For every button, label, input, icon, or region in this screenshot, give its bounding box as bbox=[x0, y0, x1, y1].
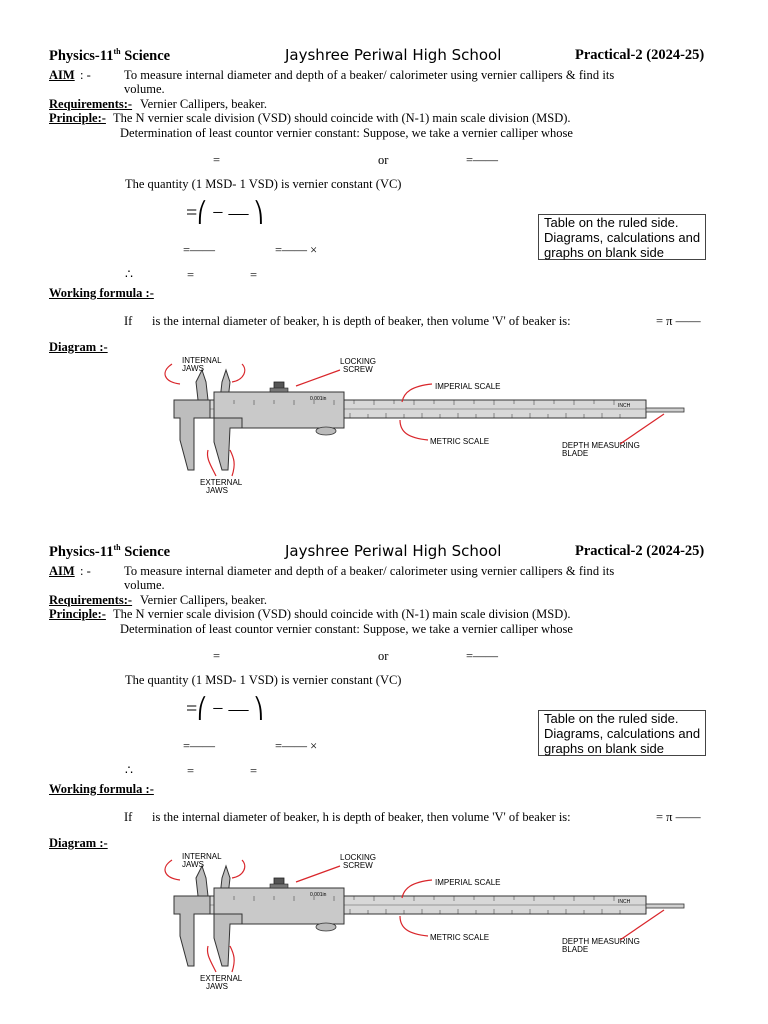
inch-label: INCH bbox=[618, 403, 631, 409]
imperial-scale-label: IMPERIAL SCALE bbox=[435, 878, 501, 887]
school-name: Jayshree Periwal High School bbox=[285, 46, 502, 64]
aim-label: AIM bbox=[49, 68, 75, 82]
metric-scale-label: METRIC SCALE bbox=[430, 437, 490, 446]
internal-jaws-label: INTERNAL JAWS bbox=[182, 852, 222, 869]
internal-jaw-fixed bbox=[196, 370, 208, 400]
working-if: If bbox=[124, 314, 133, 328]
equation-short-fraction: =—— bbox=[183, 243, 216, 257]
worksheet-bottom bbox=[0, 496, 768, 996]
equation-times: =—— × bbox=[275, 739, 318, 753]
principle-text-line2: Determination of least countor vernier constant: Suppose, we take a vernier calliper whose bbox=[120, 126, 573, 140]
equation-bracket: =⎛ − — ⎞ bbox=[186, 698, 264, 720]
external-jaws-label: EXTERNAL JAWS bbox=[200, 974, 243, 991]
moving-external-jaw bbox=[214, 914, 242, 966]
therefore-symbol: ∴ bbox=[125, 763, 133, 777]
diagram-label: Diagram :- bbox=[49, 340, 108, 354]
thumb-wheel bbox=[316, 427, 336, 435]
working-formula-label: Working formula :- bbox=[49, 782, 154, 796]
depth-blade-bar bbox=[646, 904, 684, 908]
metric-scale-label: METRIC SCALE bbox=[430, 933, 490, 942]
working-formula-label: Working formula :- bbox=[49, 286, 154, 300]
therefore-equals-2: = bbox=[250, 268, 258, 282]
equation-equals-1: = bbox=[213, 649, 221, 663]
aim-text-line1: To measure internal diameter and depth of a beaker/ calorimeter using vernier callipers & find its bbox=[124, 68, 615, 82]
school-name: Jayshree Periwal High School bbox=[285, 542, 502, 560]
principle-text-line1: The N vernier scale division (VSD) should coincide with (N-1) main scale division (MSD). bbox=[113, 111, 571, 125]
vernier-constant-text: The quantity (1 MSD- 1 VSD) is vernier constant (VC) bbox=[125, 177, 402, 191]
equation-short-fraction: =—— bbox=[183, 739, 216, 753]
aim-text-line2: volume. bbox=[124, 578, 165, 592]
external-jaws-label: EXTERNAL JAWS bbox=[200, 478, 243, 495]
volume-formula: = π —— bbox=[656, 314, 701, 328]
principle-label: Principle:- bbox=[49, 607, 106, 621]
inch-label: INCH bbox=[618, 899, 631, 905]
working-formula-text: is the internal diameter of beaker, h is depth of beaker, then volume 'V' of beaker is: bbox=[152, 314, 571, 328]
fixed-jaw bbox=[174, 400, 210, 470]
depth-blade-bar bbox=[646, 408, 684, 412]
fixed-jaw bbox=[174, 896, 210, 966]
requirements-text: Vernier Callipers, beaker. bbox=[140, 593, 268, 607]
vernier-constant-text: The quantity (1 MSD- 1 VSD) is vernier constant (VC) bbox=[125, 673, 402, 687]
instruction-note-box: Table on the ruled side. Diagrams, calculations and graphs on blank side bbox=[538, 710, 706, 756]
moving-external-jaw bbox=[214, 418, 242, 470]
subject-heading: Physics-11th Science bbox=[49, 47, 171, 64]
depth-blade-label: DEPTH MEASURING BLADE bbox=[562, 441, 640, 458]
working-formula-text: is the internal diameter of beaker, h is depth of beaker, then volume 'V' of beaker is: bbox=[152, 810, 571, 824]
aim-separator: : - bbox=[80, 564, 91, 578]
aim-text-line1: To measure internal diameter and depth of a beaker/ calorimeter using vernier callipers & find its bbox=[124, 564, 615, 578]
vernier-caliper-diagram bbox=[150, 352, 695, 500]
therefore-symbol: ∴ bbox=[125, 267, 133, 281]
worksheet-top bbox=[0, 0, 768, 500]
equation-equals-1: = bbox=[213, 153, 221, 167]
subject-heading: Physics-11th Science bbox=[49, 543, 171, 560]
principle-text-line2: Determination of least countor vernier constant: Suppose, we take a vernier calliper whose bbox=[120, 622, 573, 636]
principle-text-line1: The N vernier scale division (VSD) should coincide with (N-1) main scale division (MSD). bbox=[113, 607, 571, 621]
diagram-label: Diagram :- bbox=[49, 836, 108, 850]
requirements-label: Requirements:- bbox=[49, 97, 133, 111]
practical-number: Practical-2 (2024-25) bbox=[575, 543, 705, 559]
depth-blade-label: DEPTH MEASURING BLADE bbox=[562, 937, 640, 954]
equation-fraction: =—— bbox=[466, 649, 499, 663]
vernier-caliper-diagram bbox=[150, 848, 695, 996]
thumb-wheel bbox=[316, 923, 336, 931]
equation-or: or bbox=[378, 649, 389, 663]
working-if: If bbox=[124, 810, 133, 824]
therefore-equals-2: = bbox=[250, 764, 258, 778]
vernier-tag: 0.001in bbox=[310, 892, 327, 898]
requirements-text: Vernier Callipers, beaker. bbox=[140, 97, 268, 111]
therefore-equals-1: = bbox=[187, 764, 195, 778]
equation-times: =—— × bbox=[275, 243, 318, 257]
volume-formula: = π —— bbox=[656, 810, 701, 824]
aim-separator: : - bbox=[80, 68, 91, 82]
locking-screw-label: LOCKING SCREW bbox=[340, 853, 377, 870]
vernier-tag: 0.001in bbox=[310, 396, 327, 402]
equation-or: or bbox=[378, 153, 389, 167]
practical-number: Practical-2 (2024-25) bbox=[575, 47, 705, 63]
equation-fraction: =—— bbox=[466, 153, 499, 167]
therefore-equals-1: = bbox=[187, 268, 195, 282]
locking-screw-label: LOCKING SCREW bbox=[340, 357, 377, 374]
internal-jaws-label: INTERNAL JAWS bbox=[182, 356, 222, 373]
aim-label: AIM bbox=[49, 564, 75, 578]
equation-bracket: =⎛ − — ⎞ bbox=[186, 202, 264, 224]
aim-text-line2: volume. bbox=[124, 82, 165, 96]
imperial-scale-label: IMPERIAL SCALE bbox=[435, 382, 501, 391]
instruction-note-box: Table on the ruled side. Diagrams, calculations and graphs on blank side bbox=[538, 214, 706, 260]
internal-jaw-fixed bbox=[196, 866, 208, 896]
principle-label: Principle:- bbox=[49, 111, 106, 125]
requirements-label: Requirements:- bbox=[49, 593, 133, 607]
